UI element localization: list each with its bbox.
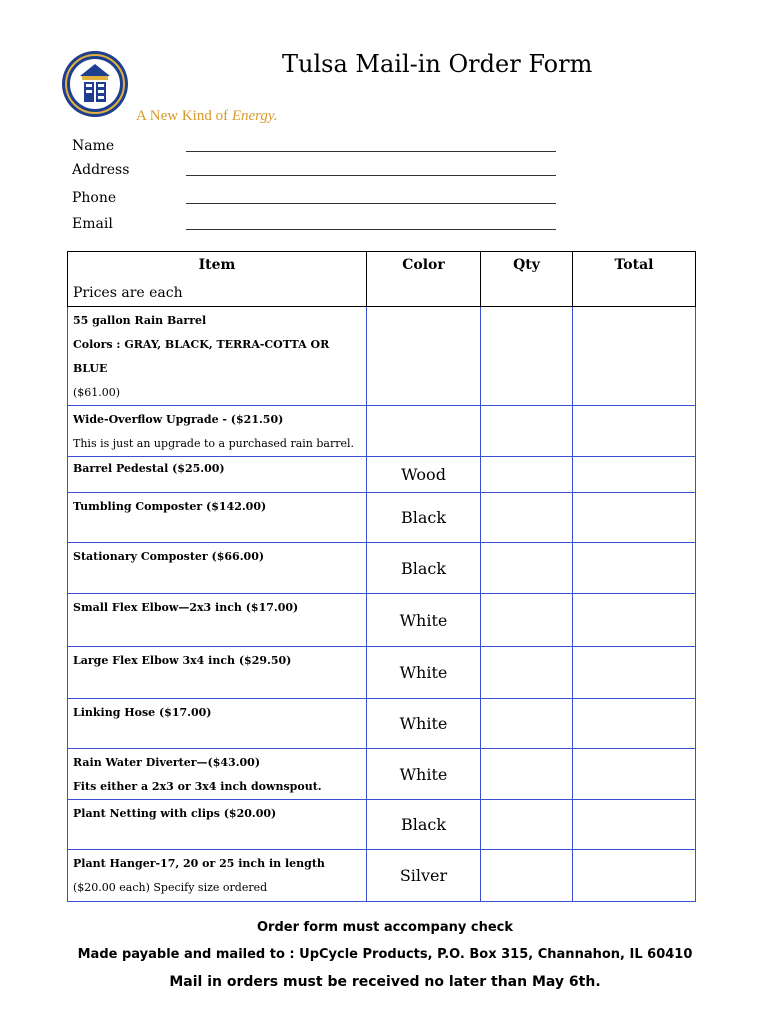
color-cell[interactable]: Wood: [367, 457, 481, 493]
table-row: [68, 699, 696, 749]
table-row: [68, 647, 696, 699]
color-column-header: Color: [367, 252, 481, 307]
qty-cell[interactable]: [481, 543, 573, 594]
qty-cell[interactable]: [481, 406, 573, 457]
footer-line-deadline: Mail in orders must be received no later than May 6th.: [169, 974, 601, 990]
item-detail: ($20.00 each) Specify size ordered: [73, 881, 268, 894]
qty-cell[interactable]: [481, 699, 573, 749]
qty-cell[interactable]: [481, 749, 573, 800]
total-cell[interactable]: [573, 647, 696, 699]
qty-cell[interactable]: [481, 493, 573, 543]
item-name: Stationary Composter ($66.00): [73, 550, 265, 563]
item-name: Plant Netting with clips ($20.00): [73, 807, 277, 820]
color-cell[interactable]: White: [367, 749, 481, 800]
color-cell[interactable]: White: [367, 594, 481, 647]
table-row: [68, 493, 696, 543]
color-cell[interactable]: Black: [367, 800, 481, 850]
qty-cell[interactable]: [481, 457, 573, 493]
qty-cell[interactable]: [481, 594, 573, 647]
phone-field[interactable]: [186, 203, 556, 204]
item-detail: Fits either a 2x3 or 3x4 inch downspout.: [73, 780, 322, 793]
table-row: [68, 850, 696, 902]
table-row: [68, 800, 696, 850]
item-detail: This is just an upgrade to a purchased rain barrel.: [73, 437, 354, 450]
table-row: [68, 749, 696, 800]
item-cell: [68, 543, 367, 594]
color-cell[interactable]: [367, 307, 481, 406]
item-name: Barrel Pedestal ($25.00): [73, 462, 225, 475]
item-name: Small Flex Elbow—2x3 inch ($17.00): [73, 601, 299, 614]
total-cell[interactable]: [573, 457, 696, 493]
item-cell: [68, 457, 367, 493]
item-name: Wide-Overflow Upgrade - ($21.50): [73, 413, 284, 426]
page-title: Tulsa Mail-in Order Form: [282, 50, 593, 78]
item-cell: [68, 749, 367, 800]
color-cell[interactable]: White: [367, 647, 481, 699]
address-field[interactable]: [186, 175, 556, 176]
table-row: [68, 457, 696, 493]
email-field[interactable]: [186, 229, 556, 230]
prices-note: Prices are each: [73, 285, 183, 301]
total-cell[interactable]: [573, 699, 696, 749]
table-row: [68, 543, 696, 594]
item-name: 55 gallon Rain Barrel: [73, 314, 207, 327]
qty-cell[interactable]: [481, 647, 573, 699]
item-header-label: Item: [198, 257, 236, 273]
item-cell: [68, 307, 367, 406]
phone-label: Phone: [72, 190, 117, 206]
name-label: Name: [72, 138, 115, 154]
total-cell[interactable]: [573, 594, 696, 647]
item-cell: [68, 800, 367, 850]
table-row: [68, 307, 696, 406]
qty-column-header: Qty: [481, 252, 573, 307]
total-cell[interactable]: [573, 406, 696, 457]
item-name: Plant Hanger-17, 20 or 25 inch in length: [73, 857, 325, 870]
item-cell: [68, 647, 367, 699]
item-cell: [68, 699, 367, 749]
item-cell: [68, 850, 367, 902]
city-seal-logo: [60, 46, 130, 126]
order-table: [67, 251, 696, 902]
qty-cell[interactable]: [481, 850, 573, 902]
item-cell: [68, 493, 367, 543]
item-price: ($61.00): [73, 386, 121, 399]
total-cell[interactable]: [573, 800, 696, 850]
email-label: Email: [72, 216, 113, 232]
qty-cell[interactable]: [481, 800, 573, 850]
total-cell[interactable]: [573, 749, 696, 800]
item-name: Rain Water Diverter—($43.00): [73, 756, 261, 769]
table-row: [68, 406, 696, 457]
total-cell[interactable]: [573, 850, 696, 902]
item-column-header: [68, 252, 367, 307]
total-cell[interactable]: [573, 307, 696, 406]
item-cell: [68, 406, 367, 457]
color-cell[interactable]: Silver: [367, 850, 481, 902]
total-column-header: Total: [573, 252, 696, 307]
address-label: Address: [72, 162, 130, 178]
footer-line-address: Made payable and mailed to : UpCycle Products, P.O. Box 315, Channahon, IL 60410: [77, 947, 693, 962]
qty-cell[interactable]: [481, 307, 573, 406]
color-cell[interactable]: Black: [367, 543, 481, 594]
color-cell[interactable]: White: [367, 699, 481, 749]
color-cell[interactable]: Black: [367, 493, 481, 543]
table-row: [68, 594, 696, 647]
tagline: A New Kind of Energy.: [136, 108, 278, 124]
total-cell[interactable]: [573, 493, 696, 543]
name-field[interactable]: [186, 151, 556, 152]
item-name: Tumbling Composter ($142.00): [73, 500, 267, 513]
item-name: Large Flex Elbow 3x4 inch ($29.50): [73, 654, 292, 667]
color-cell[interactable]: [367, 406, 481, 457]
item-name: Linking Hose ($17.00): [73, 706, 212, 719]
item-detail: Colors : GRAY, BLACK, TERRA-COTTA OR BLUE: [73, 338, 330, 375]
footer-line-check: Order form must accompany check: [257, 920, 513, 935]
item-cell: [68, 594, 367, 647]
total-cell[interactable]: [573, 543, 696, 594]
